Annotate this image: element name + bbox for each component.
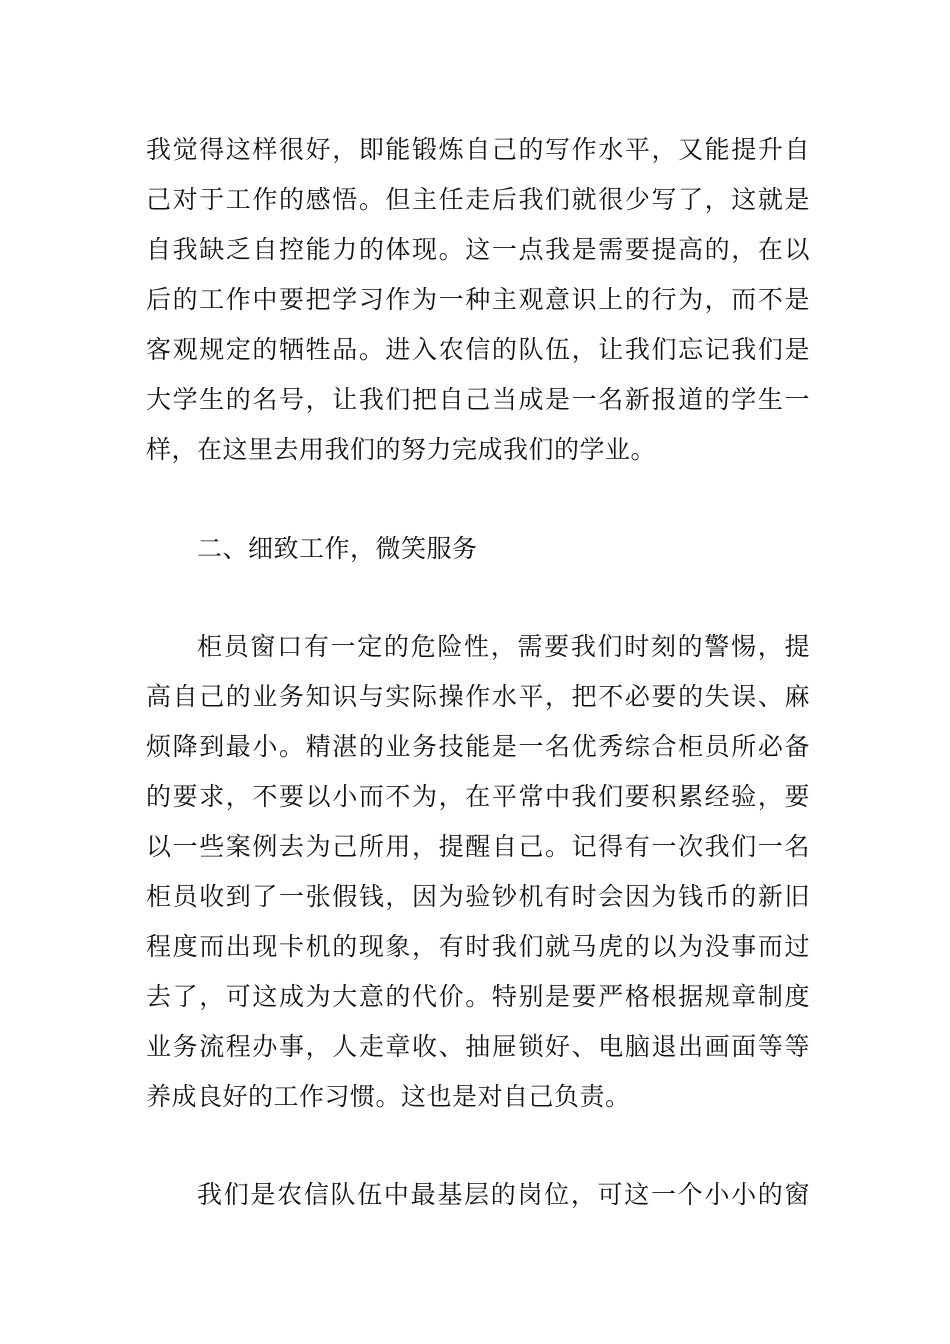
paragraph-1 [146, 125, 810, 475]
paragraph-line: 客观规定的牺牲品。进入农信的队伍，让我们忘记我们是 [146, 335, 810, 364]
paragraph-line: 柜员收到了一张假钱，因为验钞机有时会因为钱币的新旧 [146, 882, 810, 911]
paragraph-line: 后的工作中要把学习作为一种主观意识上的行为，而不是 [146, 285, 810, 314]
paragraph-line: 以一些案例去为己所用，提醒自己。记得有一次我们一名 [146, 832, 810, 861]
section-heading-text: 二、细致工作，微笑服务 [197, 534, 478, 563]
paragraph-2 [146, 622, 810, 1122]
paragraph-line: 去了，可这成为大意的代价。特别是要严格根据规章制度 [146, 982, 810, 1011]
paragraph-line: 高自己的业务知识与实际操作水平，把不必要的失误、麻 [146, 682, 810, 711]
paragraph-line: 的要求，不要以小而不为，在平常中我们要积累经验，要 [146, 782, 810, 811]
paragraph-line: 自我缺乏自控能力的体现。这一点我是需要提高的，在以 [146, 235, 810, 264]
section-heading [146, 524, 810, 574]
paragraph-line: 柜员窗口有一定的危险性，需要我们时刻的警惕，提 [197, 632, 810, 661]
paragraph-line: 烦降到最小。精湛的业务技能是一名优秀综合柜员所必备 [146, 732, 810, 761]
paragraph-line: 样，在这里去用我们的努力完成我们的学业。 [146, 435, 657, 464]
paragraph-line: 我觉得这样很好，即能锻炼自己的写作水平，又能提升自 [146, 135, 810, 164]
paragraph-line: 大学生的名号，让我们把自己当成是一名新报道的学生一 [146, 385, 810, 414]
paragraph-line: 程度而出现卡机的现象，有时我们就马虎的以为没事而过 [146, 932, 810, 961]
paragraph-line: 己对于工作的感悟。但主任走后我们就很少写了，这就是 [146, 185, 810, 214]
paragraph-line: 我们是农信队伍中最基层的岗位，可这一个小小的窗 [197, 1180, 810, 1209]
paragraph-line: 养成良好的工作习惯。这也是对自己负责。 [146, 1082, 631, 1111]
paragraph-line: 业务流程办事，人走章收、抽屉锁好、电脑退出画面等等 [146, 1032, 810, 1061]
paragraph-3 [146, 1170, 810, 1220]
